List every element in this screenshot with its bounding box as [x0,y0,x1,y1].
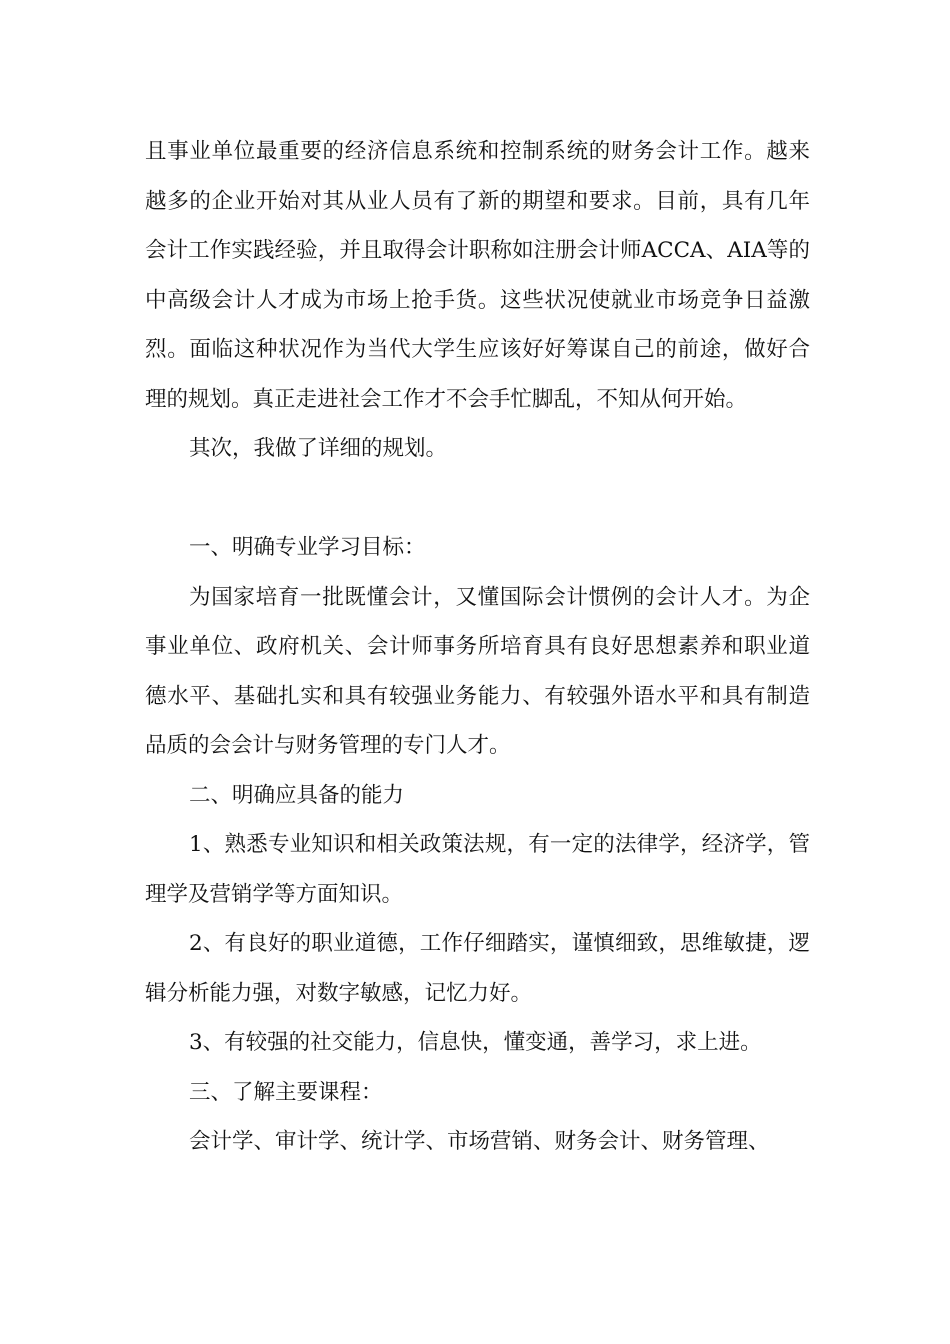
list-item-ability-3: 3、有较强的社交能力，信息快，懂变通，善学习，求上进。 [189,1030,762,1055]
section-heading-courses: 三、了解主要课程： [189,1079,383,1105]
paragraph-career-context: 且事业单位最重要的经济信息系统和控制系统的财务会计工作。越来越多的企业开始对其从业人员有了新的期望和要求。目前，具有几年会计工作实践经验，并且取得会计职称如注册会计师ACCA、AIA等的中高级会计人才成为市场上抢手货。这些状况使就业市场竞争日益激烈。面临这种状况作为当代大学生应该好好筹谋自己的前途，做好合理的规划。真正走进社会工作才不会手忙脚乱，不知从何开始。 [145,139,810,412]
paragraph-course-list: 会计学、审计学、统计学、市场营销、财务会计、财务管理、 [189,1129,770,1154]
section-heading-abilities: 二、明确应具备的能力 [189,782,405,808]
blank-line [145,474,810,524]
paragraph-study-goal: 为国家培育一批既懂会计，又懂国际会计惯例的会计人才。为企事业单位、政府机关、会计师事务所培育具有良好思想素养和职业道德水平、基础扎实和具有较强业务能力、有较强外语水平和具有制造品质的会会计与财务管理的专门人才。 [145,584,810,758]
list-item-ability-1: 1、熟悉专业知识和相关政策法规，有一定的法律学，经济学，管理学及营销学等方面知识。 [145,832,810,907]
document-body [145,127,810,1167]
paragraph-planning-intro: 其次，我做了详细的规划。 [189,436,448,461]
section-heading-study-goal: 一、明确专业学习目标： [189,535,426,560]
list-item-ability-2: 2、有良好的职业道德，工作仔细踏实，谨慎细致，思维敏捷，逻辑分析能力强，对数字敏感，记忆力好。 [145,931,810,1006]
